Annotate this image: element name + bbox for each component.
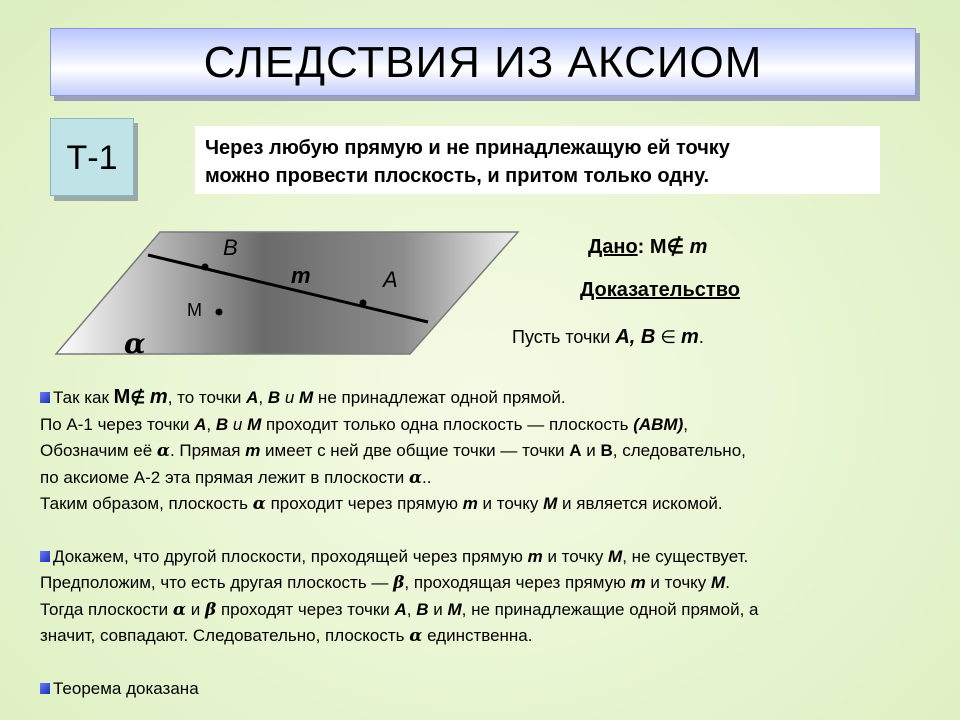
in-symbol: ∈	[660, 327, 677, 347]
bullet-icon	[40, 392, 50, 403]
proof-line-9: значит, совпадают. Следовательно, плоскость α единственна.	[40, 626, 533, 646]
notin-symbol: ∉	[666, 236, 684, 258]
given-line: m	[689, 236, 708, 258]
bullet-icon	[40, 551, 50, 562]
alpha-symbol: α	[408, 467, 423, 488]
proof-line-7: Предположим, что есть другая плоскость — β, проходящая через прямую m и точку M.	[40, 573, 730, 593]
alpha-symbol: α	[172, 599, 186, 620]
label-b: B	[223, 235, 238, 260]
proof-line-10: Теорема доказана	[40, 676, 945, 703]
label-m-point: M	[187, 300, 202, 320]
theorem-line-1: Через любую прямую и не принадлежащую ей точку	[205, 137, 730, 159]
beta-symbol: β	[204, 599, 217, 620]
proof-line-1: Так как M∉ m, то точки A, B и M не принадлежат одной прямой.	[40, 384, 945, 412]
theorem-line-2: можно провести плоскость, и притом только одну.	[205, 165, 710, 187]
proof-line-3: Обозначим её α. Прямая m имеет с ней две общие точки — точки А и В, следовательно,	[40, 441, 746, 461]
point-b-dot	[202, 264, 209, 271]
given-statement: Дано: M∉ m	[588, 236, 708, 258]
given-label: Дано	[588, 236, 638, 258]
label-m-line: m	[291, 263, 311, 288]
let-statement: Пусть точки A, B ∈ m.	[512, 326, 704, 348]
alpha-symbol: α	[156, 441, 170, 461]
alpha-symbol: α	[409, 626, 423, 646]
proof-line-8: Тогда плоскости α и β проходят через точки A, B и M, не принадлежащие одной прямой, а	[40, 599, 759, 620]
proof-body	[40, 384, 945, 702]
proof-line-5: Таким образом, плоскость α проходит через прямую m и точку M и является искомой.	[40, 494, 723, 514]
theorem-statement	[195, 126, 880, 194]
label-alpha: α	[124, 327, 146, 360]
proof-heading: Доказательство	[580, 279, 740, 301]
proof-line-2: По А-1 через точки A, B и M проходит только одна плоскость — плоскость (АВМ),	[40, 414, 688, 434]
proof-line-4: по аксиоме А-2 эта прямая лежит в плоскости α..	[40, 467, 432, 488]
alpha-symbol: α	[252, 494, 266, 514]
point-m-dot	[216, 309, 223, 316]
bullet-icon	[40, 683, 50, 694]
theorem-label: Т-1	[66, 139, 118, 177]
proof-line-6: Докажем, что другой плоскости, проходящей через прямую m и точку M, не существует.	[40, 544, 945, 571]
given-point: M	[649, 236, 667, 258]
beta-symbol: β	[393, 573, 405, 593]
label-a: A	[383, 267, 398, 292]
page-title: СЛЕДСТВИЯ ИЗ АКСИОМ	[203, 38, 763, 87]
title-banner	[50, 28, 916, 96]
point-a-dot	[360, 300, 367, 307]
theorem-label-box	[50, 118, 134, 196]
plane-figure	[0, 215, 560, 365]
